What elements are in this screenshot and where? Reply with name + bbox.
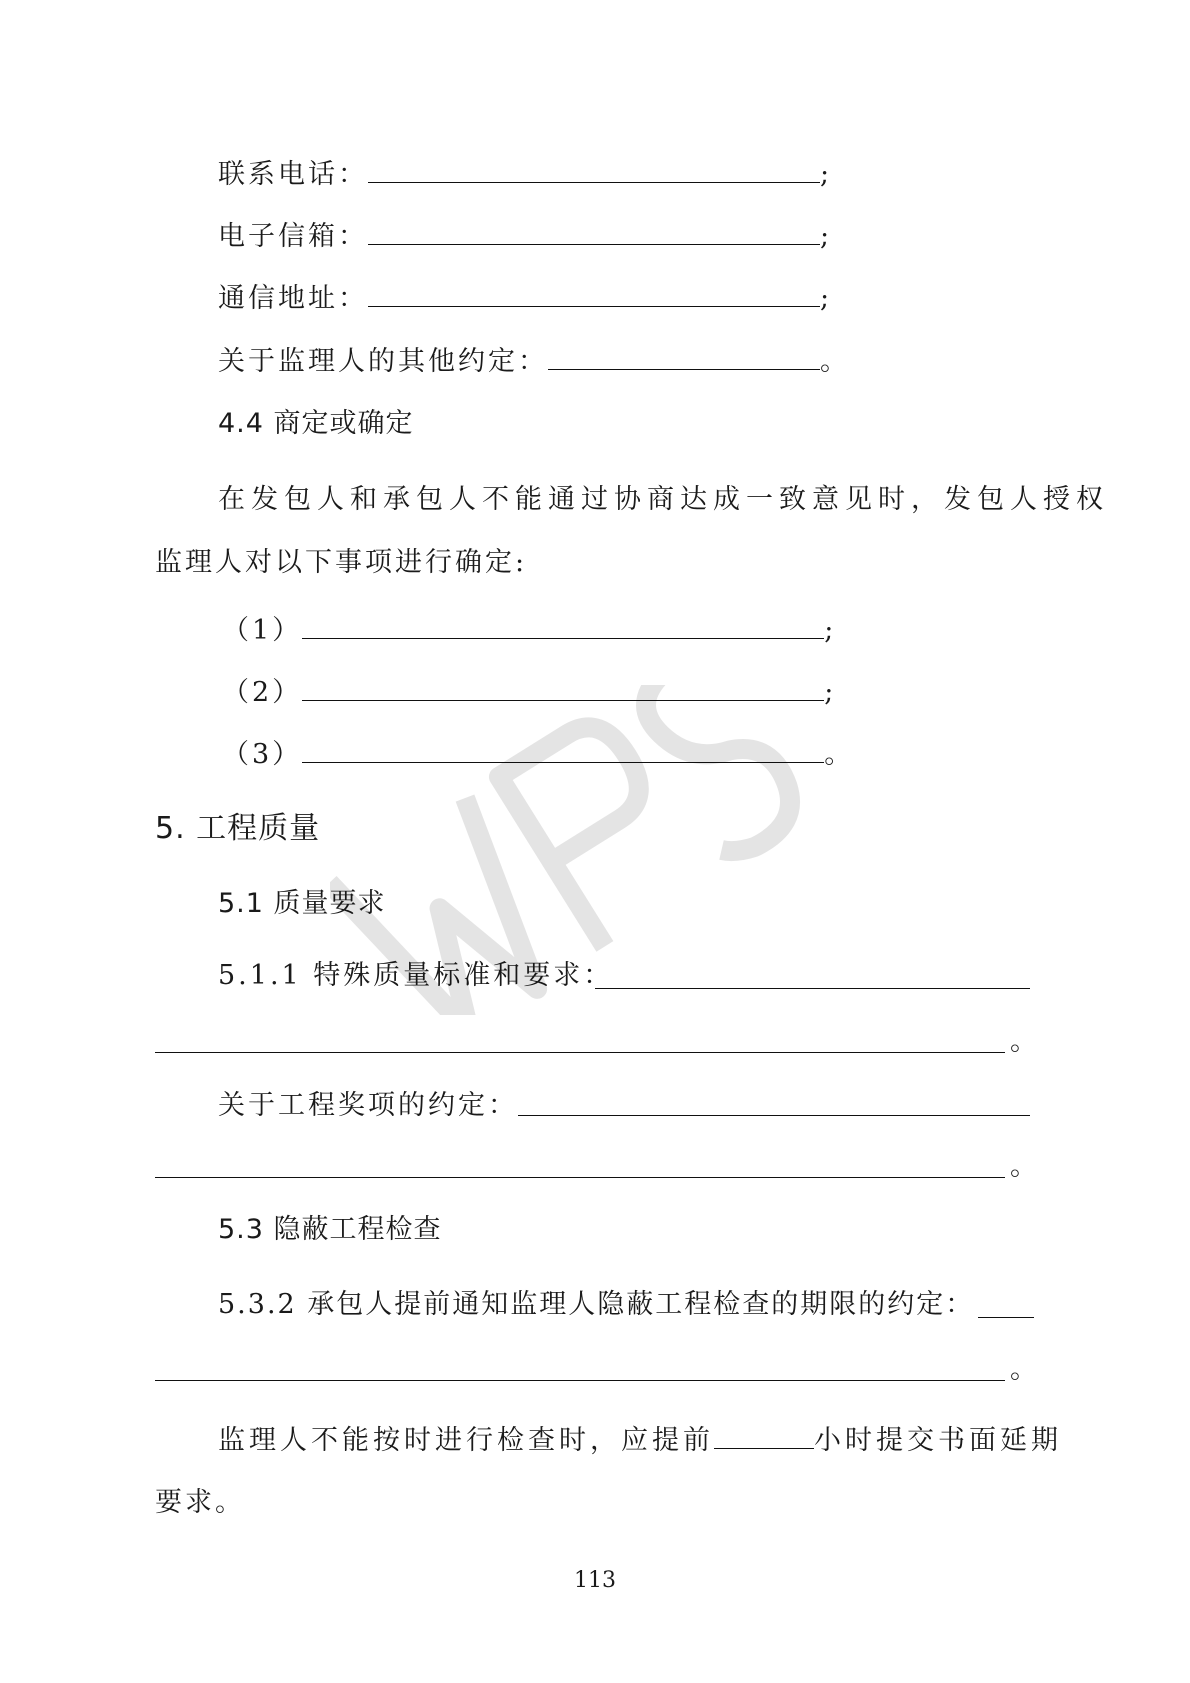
- page-number: 113: [574, 1568, 616, 1593]
- contact-address-label: 通信地址：: [218, 283, 368, 314]
- watermark-letter-s: [626, 685, 815, 863]
- item-1-label: （1）: [222, 615, 303, 646]
- contact-other-row: [218, 343, 850, 378]
- contact-phone-blank[interactable]: [368, 156, 820, 183]
- item-1-row: [222, 612, 836, 647]
- contact-email-blank[interactable]: [368, 218, 820, 245]
- award-blank[interactable]: [518, 1115, 1030, 1116]
- semicolon: ;: [824, 677, 837, 708]
- period: 。: [824, 739, 855, 770]
- late-inspection-row: [218, 1422, 1062, 1457]
- item-2-label: （2）: [222, 677, 303, 708]
- semicolon: ;: [820, 283, 833, 314]
- section-4-4-para-line2: 监理人对以下事项进行确定:: [155, 547, 528, 578]
- section-5-3-2-row: [218, 1289, 974, 1321]
- section-4-4-para-line1: 在发包人和承包人不能通过协商达成一致意见时，发包人授权: [218, 484, 1109, 515]
- contact-email-label: 电子信箱：: [218, 221, 368, 252]
- late-inspection-part1: 监理人不能按时进行检查时，应提前: [218, 1425, 714, 1456]
- section-5-3-2-label: 5.3.2 承包人提前通知监理人隐蔽工程检查的期限的约定：: [218, 1289, 975, 1320]
- award-label: 关于工程奖项的约定：: [218, 1090, 518, 1121]
- semicolon: ;: [824, 615, 837, 646]
- section-5-3-heading: 5.3 隐蔽工程检查: [218, 1214, 442, 1245]
- section-5-1-1-blank[interactable]: [595, 988, 1030, 989]
- late-inspection-part2: 小时提交书面延期: [814, 1425, 1062, 1456]
- item-1-blank[interactable]: [302, 612, 824, 639]
- contact-other-blank[interactable]: [548, 343, 820, 370]
- section-4-4-heading: 4.4 商定或确定: [218, 408, 414, 439]
- award-blank-cont[interactable]: [155, 1177, 1005, 1178]
- section-5-1-heading: 5.1 质量要求: [218, 888, 386, 919]
- item-3-row: [222, 736, 854, 771]
- item-3-label: （3）: [222, 739, 303, 770]
- section-5-1-1-label: 5.1.1 特殊质量标准和要求：: [218, 960, 614, 991]
- award-row: [218, 1090, 518, 1122]
- period: 。: [820, 346, 850, 377]
- period: 。: [1010, 1151, 1037, 1182]
- item-2-row: [222, 674, 836, 709]
- item-3-blank[interactable]: [302, 736, 824, 763]
- period: 。: [1010, 1354, 1037, 1385]
- section-5-heading: 5. 工程质量: [155, 811, 321, 846]
- contact-address-blank[interactable]: [368, 280, 820, 307]
- contact-address-row: [218, 280, 832, 315]
- hours-blank[interactable]: [714, 1422, 814, 1449]
- section-5-3-2-blank-cont[interactable]: [155, 1380, 1005, 1381]
- contact-email-row: [218, 218, 832, 253]
- semicolon: ;: [820, 221, 833, 252]
- semicolon: ;: [820, 159, 833, 190]
- section-5-1-1-row: [218, 960, 613, 992]
- contact-other-label: 关于监理人的其他约定：: [218, 346, 548, 377]
- section-5-3-2-blank[interactable]: [978, 1317, 1034, 1318]
- item-2-blank[interactable]: [302, 674, 824, 701]
- late-inspection-line2: 要求。: [155, 1487, 245, 1518]
- section-5-1-1-blank-cont[interactable]: [155, 1052, 1005, 1053]
- contact-phone-label: 联系电话：: [218, 159, 368, 190]
- contact-phone-row: [218, 156, 832, 191]
- period: 。: [1010, 1026, 1037, 1057]
